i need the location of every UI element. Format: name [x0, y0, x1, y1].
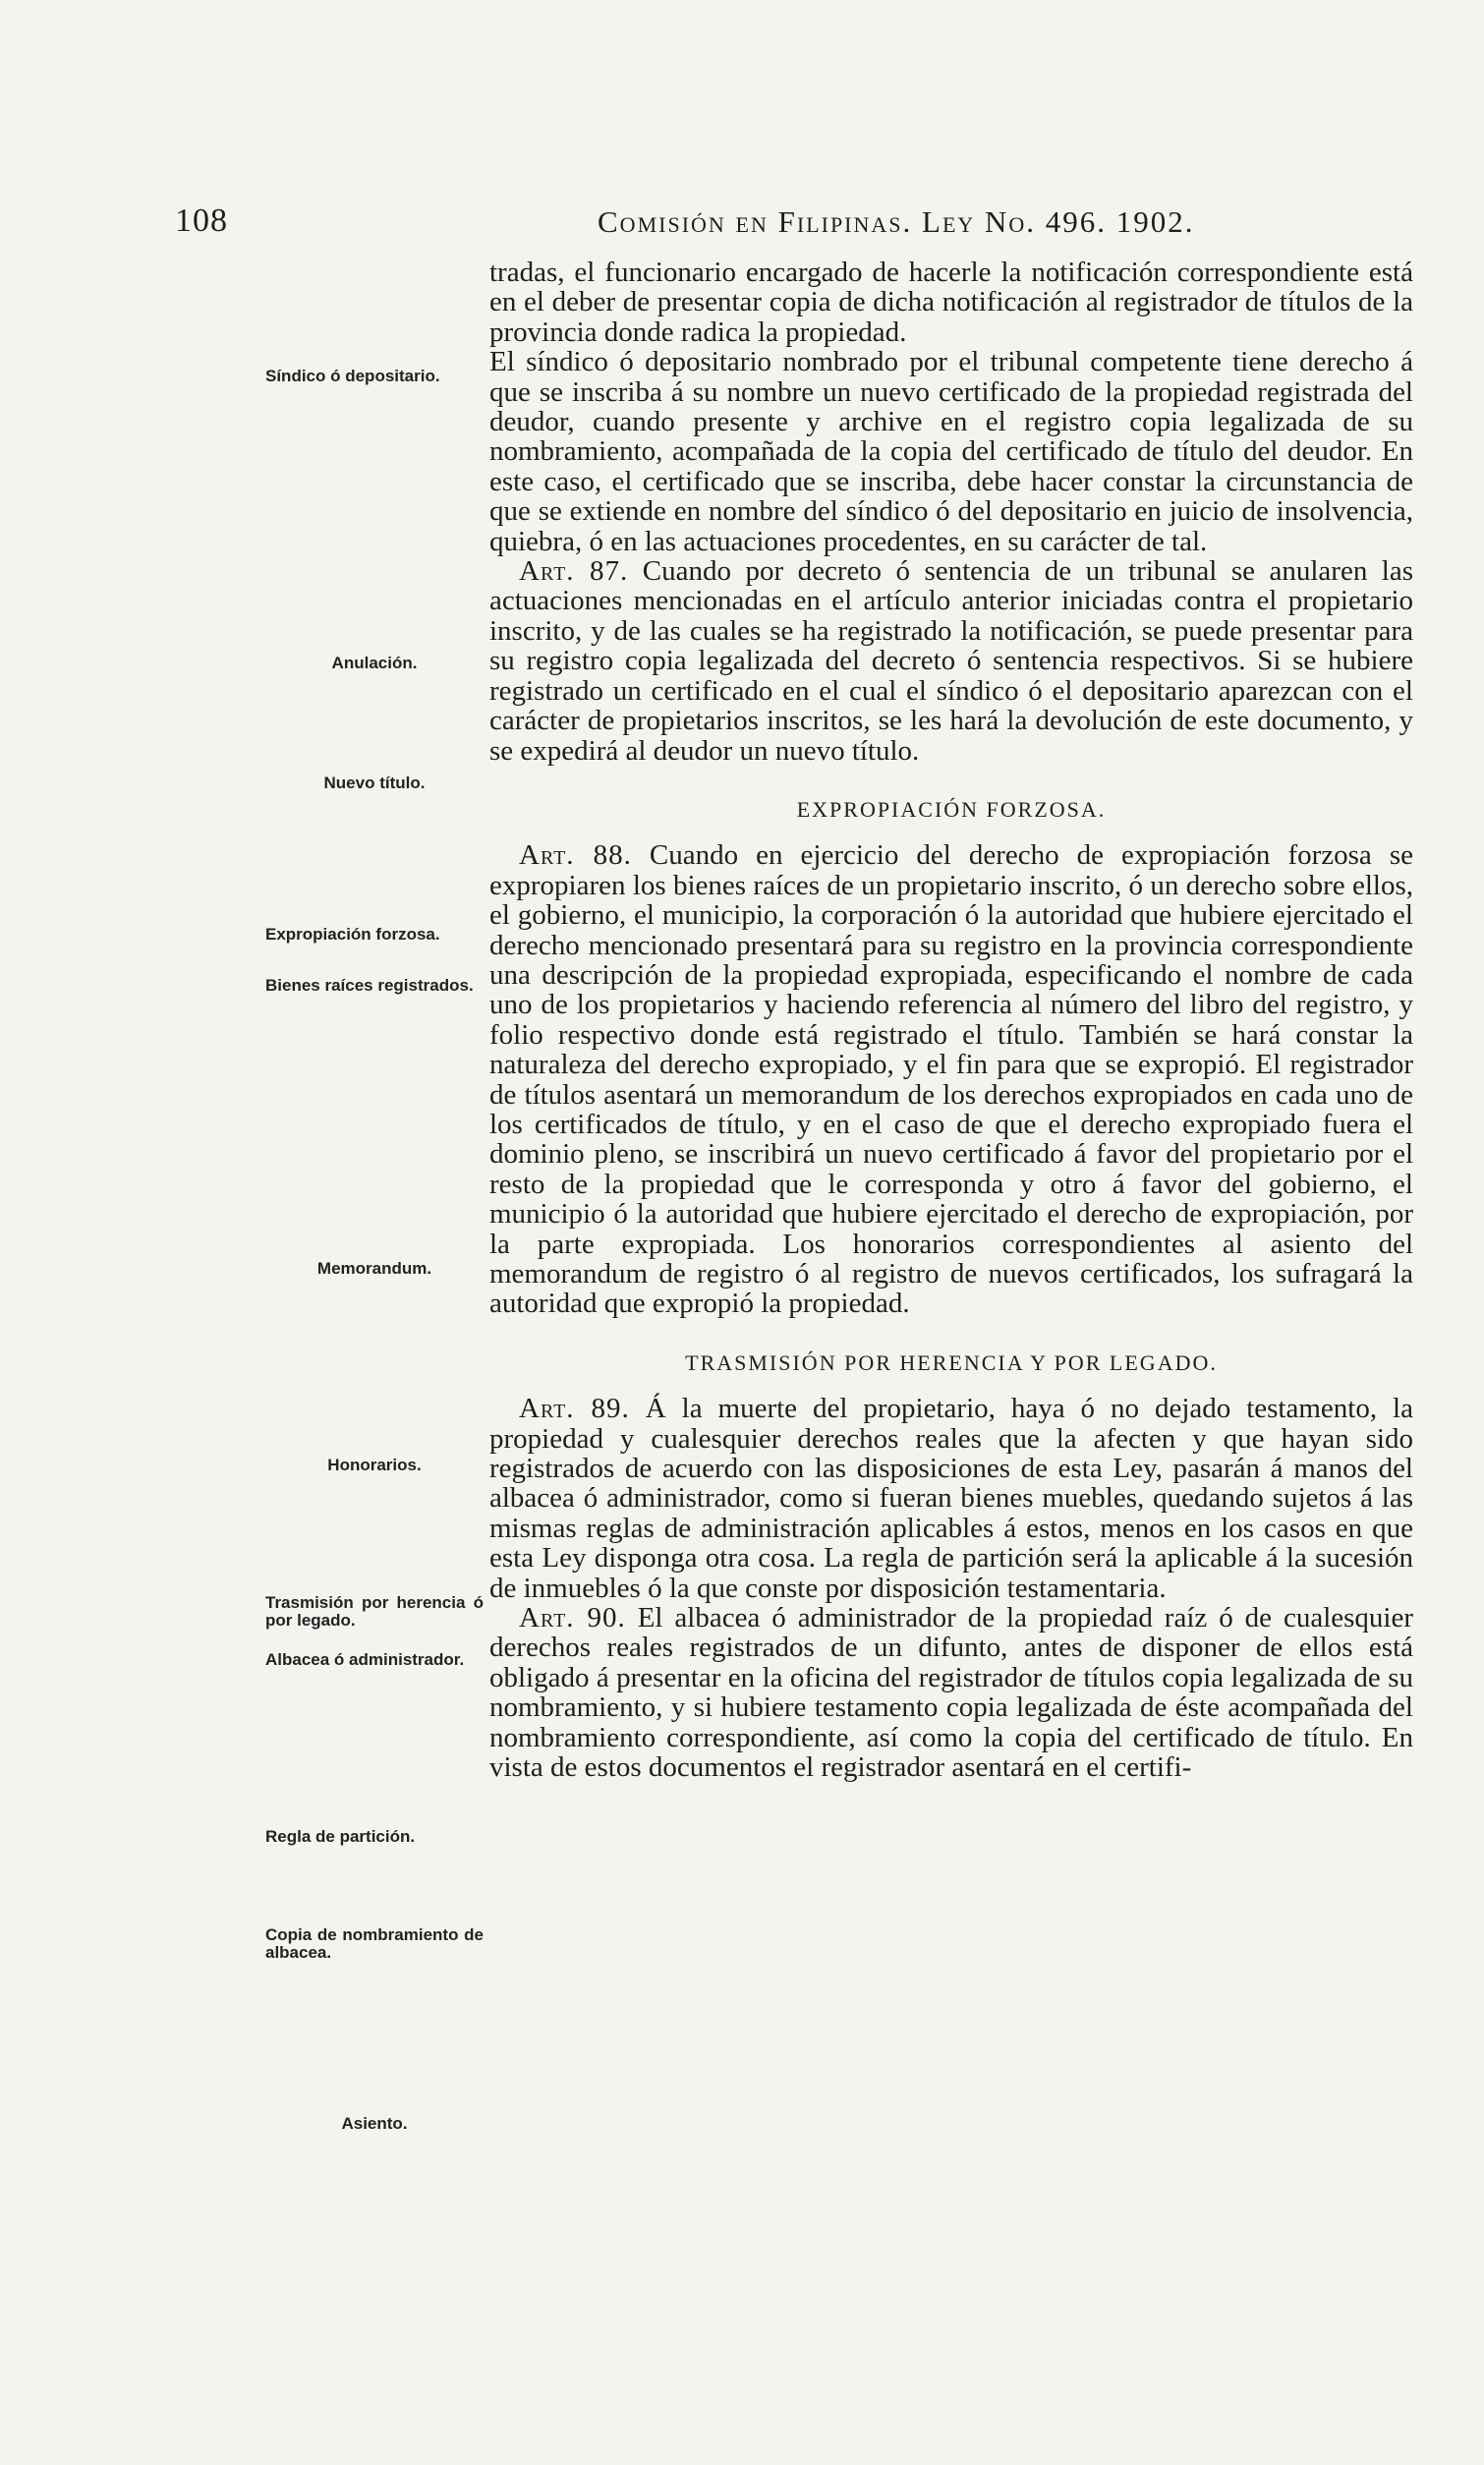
running-head: Comisión en Filipinas. Ley No. 496. 1902. [598, 204, 1195, 239]
margin-note-asiento: Asiento. [341, 2114, 408, 2133]
article-87-text: Cuando por decreto ó sentencia de un tribunal se anularen las actuaciones mencionadas en el artículo anterior iniciadas contra el propietario inscrito, y de las cuales se ha registrado la notificación, se puede presentar para su registro copia legalizada del decreto ó sentencia respectivos. Si se hubiere registrado un certificado en el cual el síndico ó el depositario aparezcan con el carácter de propietarios inscritos, se les hará la devolución de este documento, y se expedirá al deudor un nuevo título. [489, 555, 1414, 767]
article-87 [489, 556, 1413, 766]
article-88-text: Cuando en ejercicio del derecho de expropiación forzosa se expropiaren los bienes raíces de un propietario inscrito, ó un derecho sobre ellos, el gobierno, el municipio, la corporación ó la autoridad que hubiere ejercitado el derecho mencionado presentará para su registro en la provincia correspondiente una descripción de la propiedad expropiada, especificando el nombre de cada uno de los propietarios y haciendo referencia al número del libro del registro, y folio respectivo donde está registrado el título. También se hará constar la naturaleza del derecho expropiado, y el fin para que se expropió. El registrador de títulos asentará un memorandum de los derechos expropiados en cada uno de los certificados de título, y en el caso de que el derecho expropiado fuera el dominio pleno, se inscribirá un nuevo certificado á favor del propietario por el resto de la propiedad que le corresponda y otro á favor del gobierno, el municipio ó la autoridad que hubiere ejercitado el derecho de expropiación, por la parte expropiada. Los honorarios correspondientes al asiento del memorandum de registro ó al registro de nuevos certificados, los sufragará la autoridad que expropió la propiedad. [489, 839, 1413, 1320]
margin-note-sindico: Síndico ó depositario. [265, 367, 440, 385]
margin-note-memorandum: Memorandum. [316, 1259, 432, 1278]
article-90-text: El albacea ó administrador de la propiedad raíz ó de cualesquier derechos reales registrados de un difunto, antes de disponer de ellos está obligado á presentar en la oficina del registrador de títulos copia legalizada de su nombramiento, y si hubiere testamento copia legalizada de éste acompañada del nombramiento correspondiente, así como la copia del certificado de título. En vista de estos documentos el registrador asentará en el certifi- [489, 1602, 1414, 1784]
margin-note-copia-nombramiento: Copia de nombramiento de albacea. [265, 1925, 484, 1962]
article-88-label: Art. 88. [519, 839, 632, 872]
margin-note-expropiacion: Expropiación forzosa. [265, 925, 440, 944]
article-90-label: Art. 90. [519, 1602, 626, 1634]
article-89 [489, 1394, 1413, 1603]
margin-note-nuevo-titulo: Nuevo título. [323, 774, 426, 792]
body-text [489, 258, 1413, 1783]
margin-note-honorarios: Honorarios. [327, 1456, 422, 1474]
page-header [175, 195, 1413, 244]
article-90 [489, 1603, 1413, 1782]
margin-note-bienes-raices: Bienes raíces registrados. [265, 976, 474, 995]
margin-note-albacea: Albacea ó administrador. [265, 1650, 465, 1669]
margin-note-trasmision: Trasmisión por herencia ó por legado. [265, 1593, 484, 1630]
margin-note-regla-particion: Regla de partición. [265, 1827, 416, 1846]
article-89-text: Á la muerte del propietario, haya ó no dejado testamento, la propiedad y cualesquier derechos reales que la afecten y que hayan sido registrados de acuerdo con las disposiciones de esta Ley, pasarán á manos del albacea ó administrador, como si fueran bienes muebles, quedando sujetos á las mismas reglas de administración aplicables á estos, menos en los casos en que esta Ley disponga otra cosa. La regla de partición será la aplicable á la sucesión de inmuebles ó la que conste por disposición testamentaria. [489, 1393, 1413, 1604]
page-number: 108 [175, 202, 228, 239]
margin-note-anulacion: Anulación. [331, 654, 418, 672]
article-87-label: Art. 87. [519, 555, 629, 588]
section-heading-expropiacion: EXPROPIACIÓN FORZOSA. [796, 796, 1107, 822]
paragraph-continuation: tradas, el funcionario encargado de hacerle la notificación correspondiente está en el deber de presentar copia de dicha notificación al registrador de títulos de la provincia donde radica la propiedad. [489, 257, 1413, 348]
paragraph-sindico: El síndico ó depositario nombrado por el tribunal competente tiene derecho á que se inscriba á su nombre un nuevo certificado de la propiedad registrada del deudor, cuando presente y archive en el registro copia legalizada de su nombramiento, acompañada de la copia del certificado de título del deudor. En este caso, el certificado que se inscriba, debe hacer constar la circunstancia de que se extiende en nombre del síndico ó del depositario en juicio de insolvencia, quiebra, ó en las actuaciones procedentes, en su carácter de tal. [489, 346, 1413, 557]
section-heading-trasmision: TRASMISIÓN POR HERENCIA Y POR LEGADO. [685, 1349, 1218, 1375]
article-88 [489, 840, 1413, 1319]
article-89-label: Art. 89. [519, 1393, 630, 1425]
